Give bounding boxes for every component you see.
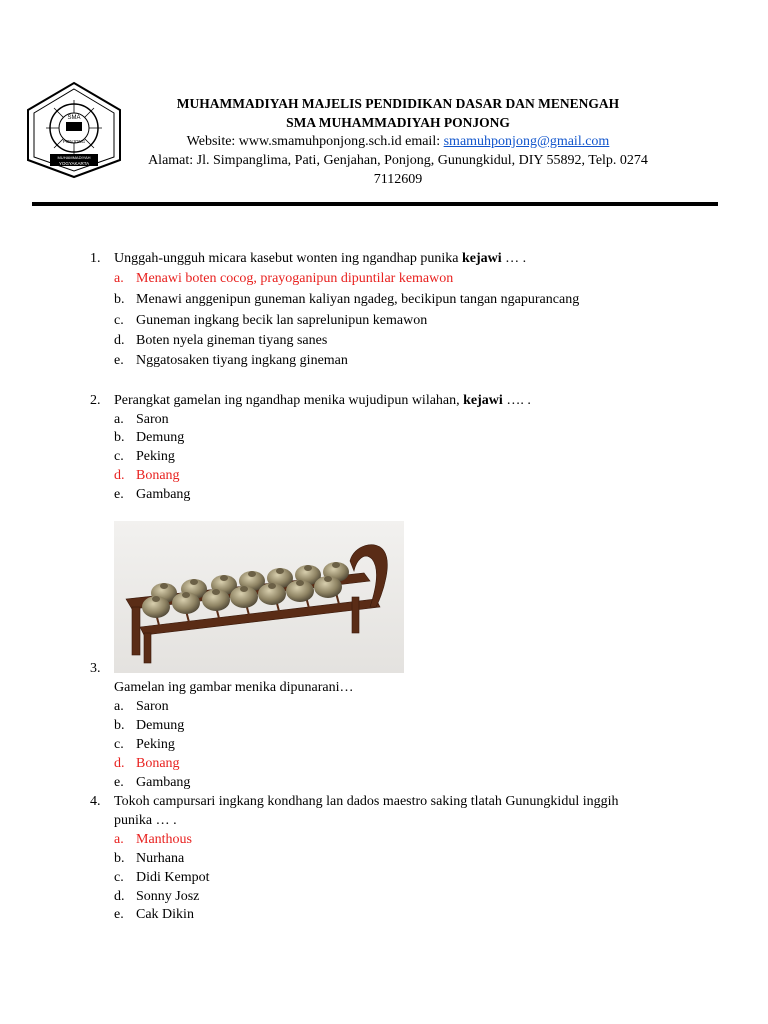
option-letter: c. bbox=[114, 870, 124, 885]
email-link[interactable]: smamuhponjong@gmail.com bbox=[443, 134, 610, 149]
contact-line bbox=[128, 132, 668, 151]
option-text: Sonny Josz bbox=[136, 889, 200, 904]
option-text: Nggatosaken tiyang ingkang gineman bbox=[136, 353, 348, 368]
option-letter: c. bbox=[114, 737, 124, 752]
option-text: Didi Kempot bbox=[136, 870, 210, 885]
question-number: 4. bbox=[90, 794, 101, 809]
school-logo bbox=[24, 80, 124, 180]
gamelan-bonang-photo bbox=[114, 521, 404, 673]
option-text: Manthous bbox=[136, 832, 192, 847]
option-text: Menawi anggenipun guneman kaliyan ngadeg, becikipun tangan ngapurancang bbox=[136, 292, 580, 307]
logo-band-text1: MUHAMMADIYAH bbox=[57, 155, 91, 160]
option-text: Cak Dikin bbox=[136, 907, 194, 922]
option-letter: b. bbox=[114, 718, 125, 733]
school-name: SMA MUHAMMADIYAH PONJONG bbox=[286, 115, 510, 130]
option-letter: a. bbox=[114, 412, 124, 427]
option-text: Saron bbox=[136, 699, 169, 714]
option-letter: a. bbox=[114, 699, 124, 714]
option-text: Bonang bbox=[136, 468, 180, 483]
letterhead bbox=[128, 94, 668, 189]
question-text: Unggah-ungguh micara kasebut wonten ing ngandhap punika kejawi … . bbox=[114, 251, 527, 266]
option-text: Peking bbox=[136, 449, 175, 464]
option-letter: d. bbox=[114, 756, 125, 771]
question-text: Gamelan ing gambar menika dipunarani… bbox=[114, 680, 354, 695]
option-text: Gambang bbox=[136, 487, 191, 502]
website-label: Website: www.smamuhponjong.sch.id email: bbox=[186, 134, 444, 149]
address-line2: 7112609 bbox=[373, 172, 423, 187]
option-letter: e. bbox=[114, 907, 124, 922]
option-letter: d. bbox=[114, 889, 125, 904]
option-letter: d. bbox=[114, 468, 125, 483]
option-letter: b. bbox=[114, 851, 125, 866]
option-letter: e. bbox=[114, 487, 124, 502]
option-text: Demung bbox=[136, 718, 185, 733]
logo-top-text: SMA bbox=[67, 115, 81, 121]
option-text: Menawi boten cocog, prayoganipun dipuntilar kemawon bbox=[136, 271, 454, 286]
option-letter: c. bbox=[114, 313, 124, 328]
option-text: Nurhana bbox=[136, 851, 185, 866]
header-divider bbox=[32, 202, 718, 206]
option-letter: b. bbox=[114, 430, 125, 445]
logo-band-text2: YOGYAKARTA bbox=[58, 161, 90, 166]
question-text-line2: punika … . bbox=[114, 813, 177, 828]
option-letter: e. bbox=[114, 353, 124, 368]
question-number: 1. bbox=[90, 251, 101, 266]
option-text: Peking bbox=[136, 737, 175, 752]
org-name: MUHAMMADIYAH MAJELIS PENDIDIKAN DASAR DAN MENENGAH bbox=[176, 96, 620, 111]
option-text: Boten nyela gineman tiyang sanes bbox=[136, 333, 328, 348]
option-letter: e. bbox=[114, 775, 124, 790]
question-number: 3. bbox=[90, 661, 101, 676]
option-text: Bonang bbox=[136, 756, 180, 771]
option-text: Gambang bbox=[136, 775, 191, 790]
option-text: Guneman ingkang becik lan saprelunipun kemawon bbox=[136, 313, 428, 328]
option-text: Demung bbox=[136, 430, 185, 445]
question-text: Perangkat gamelan ing ngandhap menika wujudipun wilahan, kejawi …. . bbox=[114, 393, 531, 408]
option-letter: c. bbox=[114, 449, 124, 464]
question-text-line1: Tokoh campursari ingkang kondhang lan dados maestro saking tlatah Gunungkidul inggih bbox=[114, 794, 619, 809]
question-number: 2. bbox=[90, 393, 101, 408]
option-letter: d. bbox=[114, 333, 125, 348]
option-letter: b. bbox=[114, 292, 125, 307]
logo-bottom-text: PONJONG bbox=[62, 139, 86, 144]
option-text: Saron bbox=[136, 412, 169, 427]
option-letter: a. bbox=[114, 271, 124, 286]
option-letter: a. bbox=[114, 832, 124, 847]
address-line1: Alamat: Jl. Simpanglima, Pati, Genjahan, Ponjong, Gunungkidul, DIY 55892, Telp. 0274 bbox=[148, 153, 648, 168]
